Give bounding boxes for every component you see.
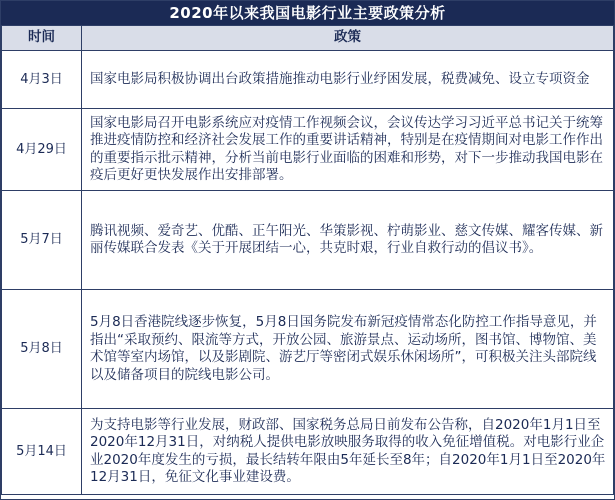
table-row [2,290,614,409]
row-date: 4月29日 [2,109,82,191]
table-title: 2020年以来我国电影行业主要政策分析 [1,1,614,25]
table-row [2,51,614,109]
policy-table [1,25,614,495]
row-date: 5月8日 [2,290,82,409]
row-date: 5月7日 [2,191,82,290]
row-policy: 腾讯视频、爱奇艺、优酷、正午阳光、华策影视、柠萌影业、慈文传媒、耀客传媒、新丽传媒联合发表《关于开展团结一心，共克时艰，行业自救行动的倡议书》。 [82,191,614,290]
row-date: 4月3日 [2,51,82,109]
header-time: 时间 [2,26,82,51]
row-policy: 国家电影局积极协调出台政策措施推动电影行业纾困发展，税费减免、设立专项资金 [82,51,614,109]
row-policy: 国家电影局召开电影系统应对疫情工作视频会议，会议传达学习习近平总书记关于统筹推进疫情防控和经济社会发展工作的重要讲话精神，特别是在疫情期间对电影工作作出的重要指示批示精神，分析当前电影行业面临的困难和形势，对下一步推动我国电影在疫后更好更快发展作出安排部署。 [82,109,614,191]
header-policy: 政策 [82,26,614,51]
table-row [2,409,614,495]
table-row [2,109,614,191]
row-date: 5月14日 [2,409,82,495]
row-policy: 5月8日香港院线逐步恢复，5月8日国务院发布新冠疫情常态化防控工作指导意见，并指出“采取预约、限流等方式，开放公园、旅游景点、运动场所，图书馆、博物馆、美术馆等室内场馆，以及影剧院、游艺厅等密闭式娱乐休闲场所”，可积极关注头部院线以及储备项目的院线电影公司。 [82,290,614,409]
header-row [2,26,614,51]
row-policy: 为支持电影等行业发展，财政部、国家税务总局日前发布公告称，自2020年1月1日至2020年12月31日，对纳税人提供电影放映服务取得的收入免征增值税。对电影行业企业2020年度发生的亏损，最长结转年限由5年延长至8年；自2020年1月1日至2020年12月31日，免征文化事业建设费。 [82,409,614,495]
table-row [2,191,614,290]
